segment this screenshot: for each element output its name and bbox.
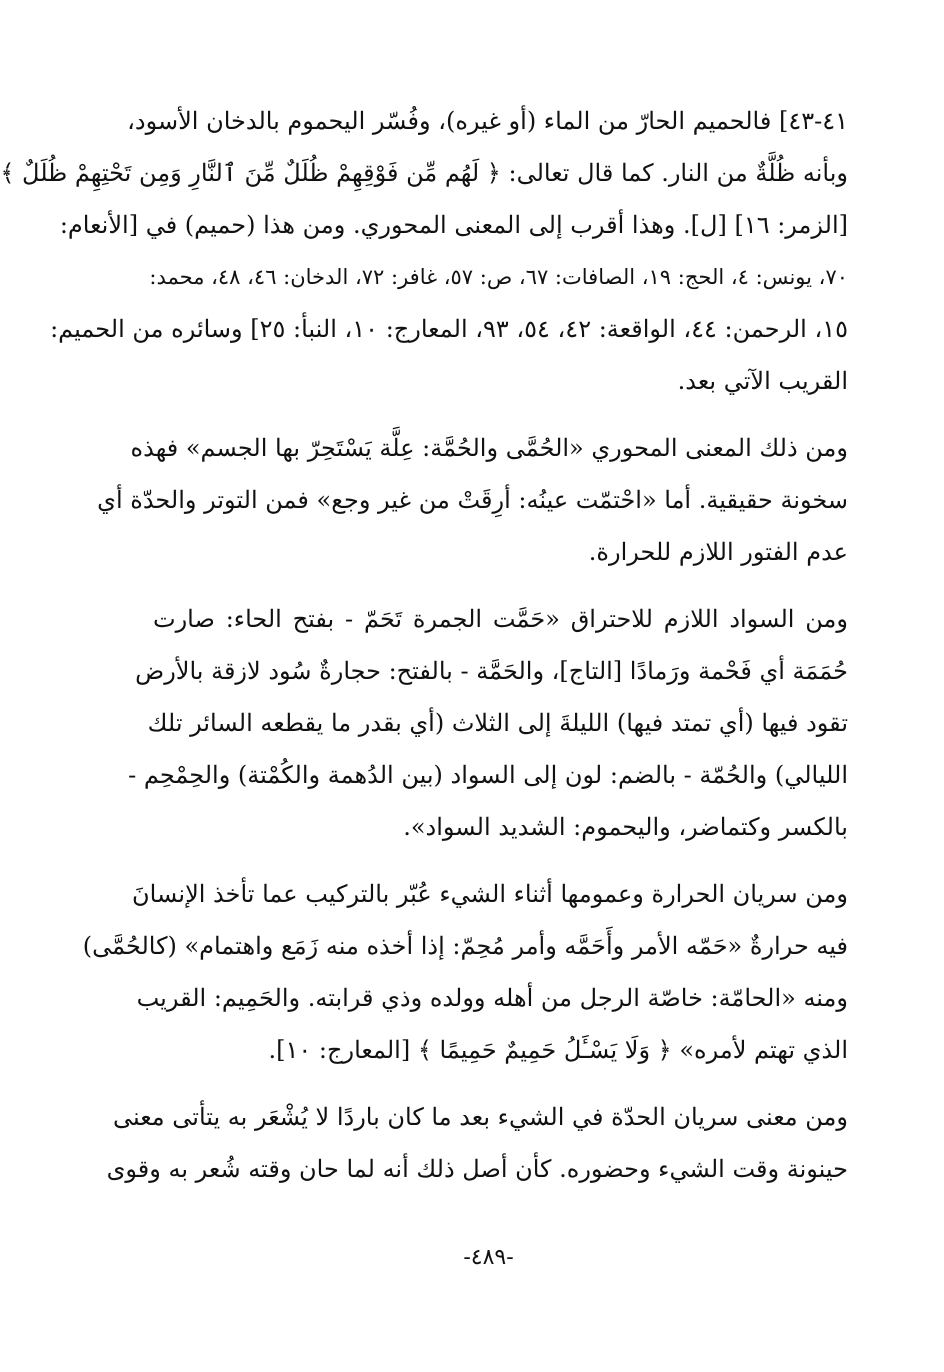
text-line: الذي تهتم لأمره» ﴿ وَلَا يَسْـَٔلُ حَمِيمٌ حَمِيمًا ﴾ [المعارج: ١٠].	[268, 1036, 848, 1064]
text-line: سخونة حقيقية. أما «احْتمّت عينُه: أرِقَتْ من غير وجع» فمن التوتر والحدّة أي	[97, 486, 848, 514]
paragraph-2	[97, 422, 848, 578]
text-line: تقود فيها (أي تمتد فيها) الليلةَ إلى الثلاث (أي بقدر ما يقطعه السائر تلك	[147, 709, 848, 737]
text-line: ومن معنى سريان الحدّة في الشيء بعد ما كان باردًا لا يُشْعَر به يتأتى معنى	[112, 1103, 848, 1131]
text-line: ومن ذلك المعنى المحوري «الحُمَّى والحُمَّة: عِلَّة يَسْتَحِرّ بها الجسم» فهذه	[130, 434, 848, 462]
paragraph-gap	[153, 578, 848, 593]
text-line: عدم الفتور اللازم للحرارة.	[588, 538, 848, 566]
page-number: -٤٨٩-	[463, 1245, 514, 1270]
body-text	[0, 95, 848, 1195]
paragraph-3	[128, 593, 848, 853]
text-line: الليالي) والحُمّة - بالضم: لون إلى السواد (بين الدُهمة والكُمْتة) والحِمْحِم -	[128, 761, 848, 789]
text-line: بالكسر وكتماضر، واليحموم: الشديد السواد».	[403, 813, 848, 841]
text-line: ٤١-٤٣] فالحميم الحارّ من الماء (أو غيره)، وفُسّر اليحموم بالدخان الأسود،	[127, 107, 848, 135]
text-line: [الزمر: ١٦] [ل]. وهذا أقرب إلى المعنى المحوري. ومن هذا (حميم) في [الأنعام:	[59, 211, 848, 239]
text-line: ومن سريان الحرارة وعمومها أثناء الشيء عُبّر بالتركيب عما تأخذ الإنسانَ	[132, 880, 848, 908]
text-line: ١٥، الرحمن: ٤٤، الواقعة: ٤٢، ٥٤، ٩٣، المعارج: ١٠، النبأ: ٢٥] وسائره من الحميم:	[50, 315, 848, 343]
paragraph-4	[82, 868, 848, 1076]
paragraph-5	[106, 1091, 848, 1195]
paragraph-gap	[153, 1076, 848, 1091]
text-line: حينونة وقت الشيء وحضوره. كأن أصل ذلك أنه لما حان وقته شُعر به وقوى	[106, 1155, 848, 1183]
paragraph-gap	[153, 853, 848, 868]
text-line: فيه حرارةٌ «حَمّه الأمر وأَحَمَّه وأمر مُحِمّ: إذا أخذه منه زَمَع واهتمام» (كالحُمَّى)	[82, 932, 848, 960]
text-line: وبأنه ظُلَّةٌ من النار. كما قال تعالى: ﴿ لَهُم مِّن فَوْقِهِمْ ظُلَلٌ مِّنَ ٱلنَّارِ وَمِن تَحْتِهِمْ ظُلَلٌ ﴾	[0, 159, 848, 187]
text-line: ومن السواد اللازم للاحتراق «حَمَّت الجمرة تَحَمّ - بفتح الحاء: صارت	[153, 605, 848, 633]
text-line: القريب الآتي بعد.	[677, 367, 848, 395]
text-line: ٧٠، يونس: ٤، الحج: ١٩، الصافات: ٦٧، ص: ٥٧، غافر: ٧٢، الدخان: ٤٦، ٤٨، محمد:	[149, 265, 848, 289]
text-line: حُمَمَة أي فَحْمة ورَمادًا [التاج]، والحَمَّة - بالفتح: حجارةٌ سُود لازقة بالأرض	[135, 657, 848, 685]
paragraph-1	[0, 95, 848, 407]
paragraph-gap	[153, 407, 848, 422]
text-line: ومنه «الحامّة: خاصّة الرجل من أهله وولده وذي قرابته. والحَمِيم: القريب	[136, 984, 848, 1012]
